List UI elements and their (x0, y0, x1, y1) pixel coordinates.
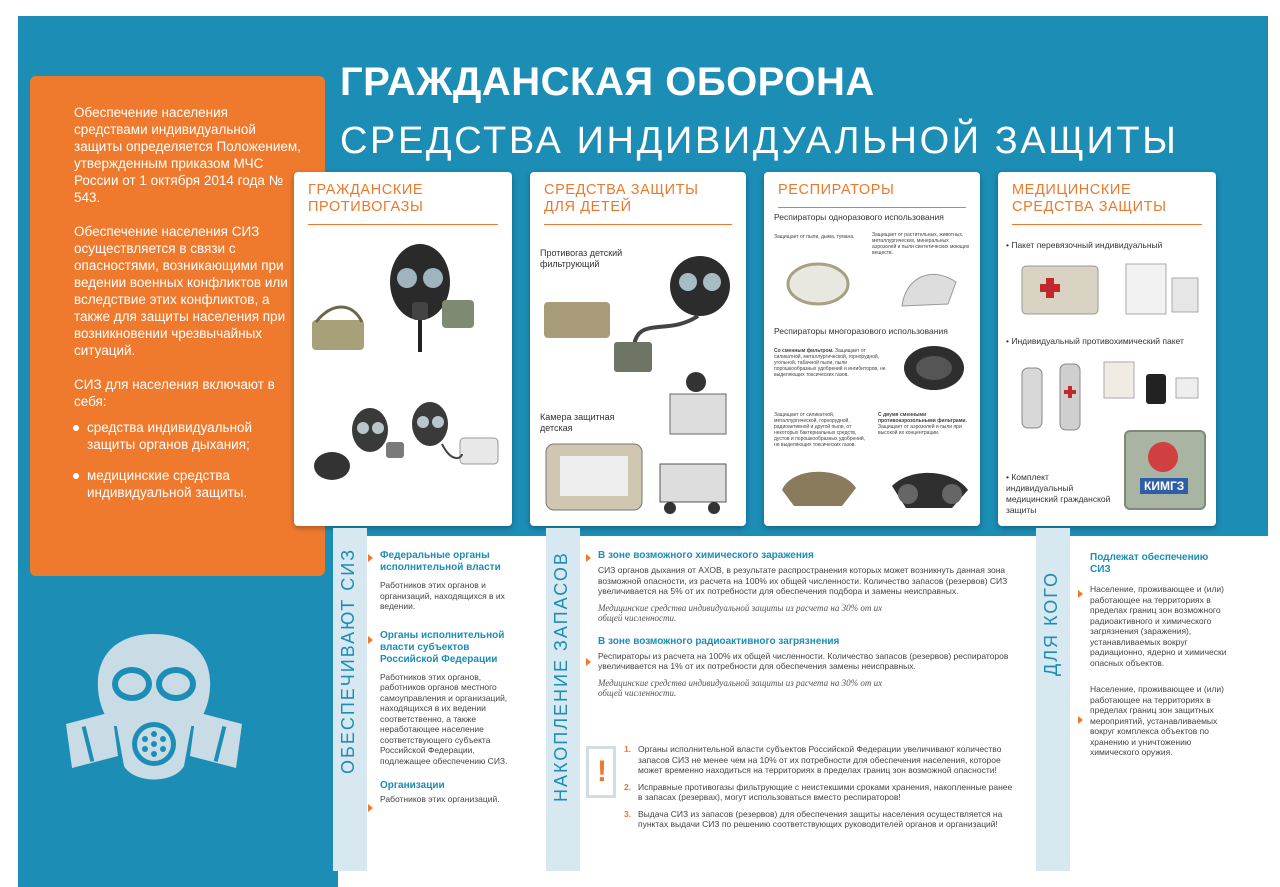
intro-bullet: медицинские средства индивидуальной защиты. (74, 467, 301, 501)
whom-item: Население, проживающее и (или) работающее на территориях в пределах границ зон защитных мероприятий, устанавливаемых вокруг комплекса объектов по хранению и уничтожению химического оружия. (1090, 684, 1224, 757)
stock-column (598, 550, 1018, 709)
provide-text: Работников этих органов, работников органов местного самоуправления и организаций, находящихся в их ведении соответственно, а также неработающее население соответствующего субъекта Российской Федерации, подлежащее обеспечению СИЗ. (380, 671, 508, 766)
intro-paragraph-2: Обеспечение населения СИЗ осуществляется в связи с опасностями, возникающими при ведении военных конфликтов или вследствие этих конфликтов, а также для защиты населения при возникновении чрезвычайных ситуаций. (74, 224, 288, 358)
stock-text: Респираторы из расчета на 100% их общей численности. Количество запасов (резервов) респираторов увеличивается на 1% от их потребности для обеспечения замены неисправных. (598, 650, 1009, 671)
whom-heading: Подлежат обеспечению СИЗ (1090, 552, 1209, 575)
gas-mask-emblem-icon (56, 626, 252, 796)
respirator-note: Защищает от пыли, дыма, тумана. (774, 234, 855, 240)
card-title: РЕСПИРАТОРЫ (778, 182, 966, 208)
card-label: Противогаз детский фильтрующий (540, 248, 623, 269)
note-text: Выдача СИЗ из запасов (резервов) для обеспечения защиты населения осуществляется на пунктах выдачи СИЗ по решению соответствующих руководителей органов и организаций! (638, 808, 1003, 829)
note-number: 1. (624, 744, 632, 754)
respirator-note (774, 348, 890, 378)
provide-text: Работников этих органов и организаций, находящихся в их ведении. (380, 580, 505, 611)
card-children-protection (530, 172, 746, 526)
page-subtitle: СРЕДСТВА ИНДИВИДУАЛЬНОЙ ЗАЩИТЫ (340, 120, 1179, 162)
note-number: 3. (624, 808, 632, 819)
stock-italic-note: Медицинские средства индивидуальной защиты из расчета на 30% от их общей численности. (598, 602, 883, 623)
card-title: МЕДИЦИНСКИЕ СРЕДСТВА ЗАЩИТЫ (1012, 182, 1202, 225)
bullet-triangle-icon (368, 636, 373, 644)
bandage-pack-illustration (1006, 254, 1206, 324)
card-label: • Индивидуальный противохимический пакет (1006, 336, 1184, 346)
bullet-triangle-icon (1078, 590, 1083, 598)
note-text: Органы исполнительной власти субъектов Российской Федерации увеличивают количество запасов СИЗ не менее чем на 10% от их потребности для обеспечения населения, которое может временно находиться на территориях в пределах границ зон возможной опасности! (638, 744, 1002, 775)
provide-heading: Организации (380, 780, 445, 791)
bullet-triangle-icon (1078, 716, 1083, 724)
bullet-triangle-icon (368, 554, 373, 562)
reusable-respirator-illustration (900, 342, 970, 392)
note-text: Исправные противогазы фильтрующие с неистекшими сроками хранения, накопленные ранее в запасах (резервах), могут использоваться вместо респираторов! (638, 781, 1013, 802)
card-label: Камера защитная детская (540, 412, 615, 433)
provide-heading: Органы исполнительной власти субъектов Российской Федерации (380, 629, 505, 665)
intro-panel (30, 76, 325, 576)
respirator-note-text: Защищает от аэрозолей и пыли при высокой их концентрации. (878, 424, 962, 436)
gas-mask-illustration (302, 242, 506, 362)
child-gas-mask-illustration (538, 256, 738, 386)
warning-box (586, 746, 616, 798)
respirator-note: Защищает от растительных, животных, металлургических, минеральных аэрозолей и пыли синтетических моющих веществ. (872, 232, 970, 256)
vertical-label: ОБЕСПЕЧИВАЮТ СИЗ (338, 547, 358, 774)
kit-label: КИМГЗ (1140, 478, 1188, 494)
stock-heading: В зоне возможного радиоактивного загрязнения (598, 635, 840, 647)
respirator-note-heading: Со сменным фильтром. (774, 348, 834, 354)
respirator-note: Защищает от силикатной, металлургической, горнорудной, радиоактивной и другой пыли, от некоторых бактериальных средств, дустов и порошкообразных удобрений, не выделяющих токсических газов. (774, 412, 866, 448)
card-title: ГРАЖДАНСКИЕ ПРОТИВОГАЗЫ (308, 182, 498, 225)
intro-bullet-list (74, 419, 301, 501)
stock-note (624, 809, 1016, 830)
card-medical-protection (998, 172, 1216, 526)
stock-text: СИЗ органов дыхания от АХОВ, в результате распространения которых может возникнуть данная зона возможной опасности, из расчета на 100% их общей численности. Количество запасов (резервов) СИЗ увеличивается на 5% от их потребности для обеспечения подбора и замены неисправных. (598, 565, 1008, 596)
stock-notes (624, 744, 1016, 840)
intro-bullet: средства индивидуальной защиты органов дыхания; (74, 419, 301, 453)
stock-italic-note: Медицинские средства индивидуальной защиты из расчета на 30% от их общей численности. (598, 677, 883, 698)
card-label: Респираторы одноразового использования (774, 212, 944, 222)
note-number: 2. (624, 781, 632, 792)
respirator-note-heading: С двумя сменными противоаэрозольными фильтрами. (878, 412, 967, 424)
vertical-label: НАКОПЛЕНИЕ ЗАПАСОВ (551, 551, 571, 802)
whom-column (1090, 552, 1230, 768)
bullet-triangle-icon (586, 554, 591, 562)
protective-chamber-illustration (538, 368, 738, 518)
provide-text: Работников этих организаций. (380, 794, 500, 804)
stock-note (624, 782, 1016, 803)
stock-heading: В зоне возможного химического заражения (598, 550, 814, 561)
exclamation-icon: ! (597, 755, 607, 788)
bullet-triangle-icon (586, 658, 591, 666)
disposable-respirator-illustration (772, 256, 972, 316)
card-label: Респираторы многоразового использования (774, 326, 948, 336)
kimgz-kit (1124, 430, 1206, 510)
card-title: СРЕДСТВА ЗАЩИТЫ ДЛЯ ДЕТЕЙ (544, 182, 732, 225)
vertical-label: ДЛЯ КОГО (1041, 570, 1061, 676)
card-civil-gas-masks (294, 172, 512, 526)
stock-note (624, 744, 1016, 776)
respirator-note (878, 412, 974, 436)
kit-cross-icon (1148, 442, 1178, 472)
gas-mask-set-illustration (302, 394, 506, 514)
card-respirators (764, 172, 980, 526)
card-label: • Комплект индивидуальный медицинский гражданской защиты (1006, 472, 1111, 515)
whom-item: Население, проживающее и (или) работающее на территориях в пределах границ зон возможного радиоактивного и химического загрязнения (заражения), устанавливаемых вокруг радиационно, ядерно и химически опасных объектов. (1090, 584, 1227, 668)
respirator-note-text: Защищает от силикатной, металлургической, горнорудной, угольной, табачной пыли, пыли порошкообразных удобрений и ингибиторов, не выделяющих токсических газов. (774, 348, 886, 378)
bullet-triangle-icon (368, 804, 373, 812)
card-label: • Пакет перевязочный индивидуальный (1006, 240, 1163, 250)
intro-paragraph-1: Обеспечение населения средствами индивидуальной защиты определяется Положением, утвержденным приказом МЧС России от 1 октября 2014 года № 543. (74, 105, 301, 205)
provide-heading: Федеральные органы исполнительной власти (380, 550, 501, 573)
half-mask-respirator-illustration (772, 460, 972, 518)
page-title: ГРАЖДАНСКАЯ ОБОРОНА (340, 60, 875, 104)
provide-column (380, 550, 524, 815)
intro-paragraph-3: СИЗ для населения включают в себя: (74, 377, 275, 409)
